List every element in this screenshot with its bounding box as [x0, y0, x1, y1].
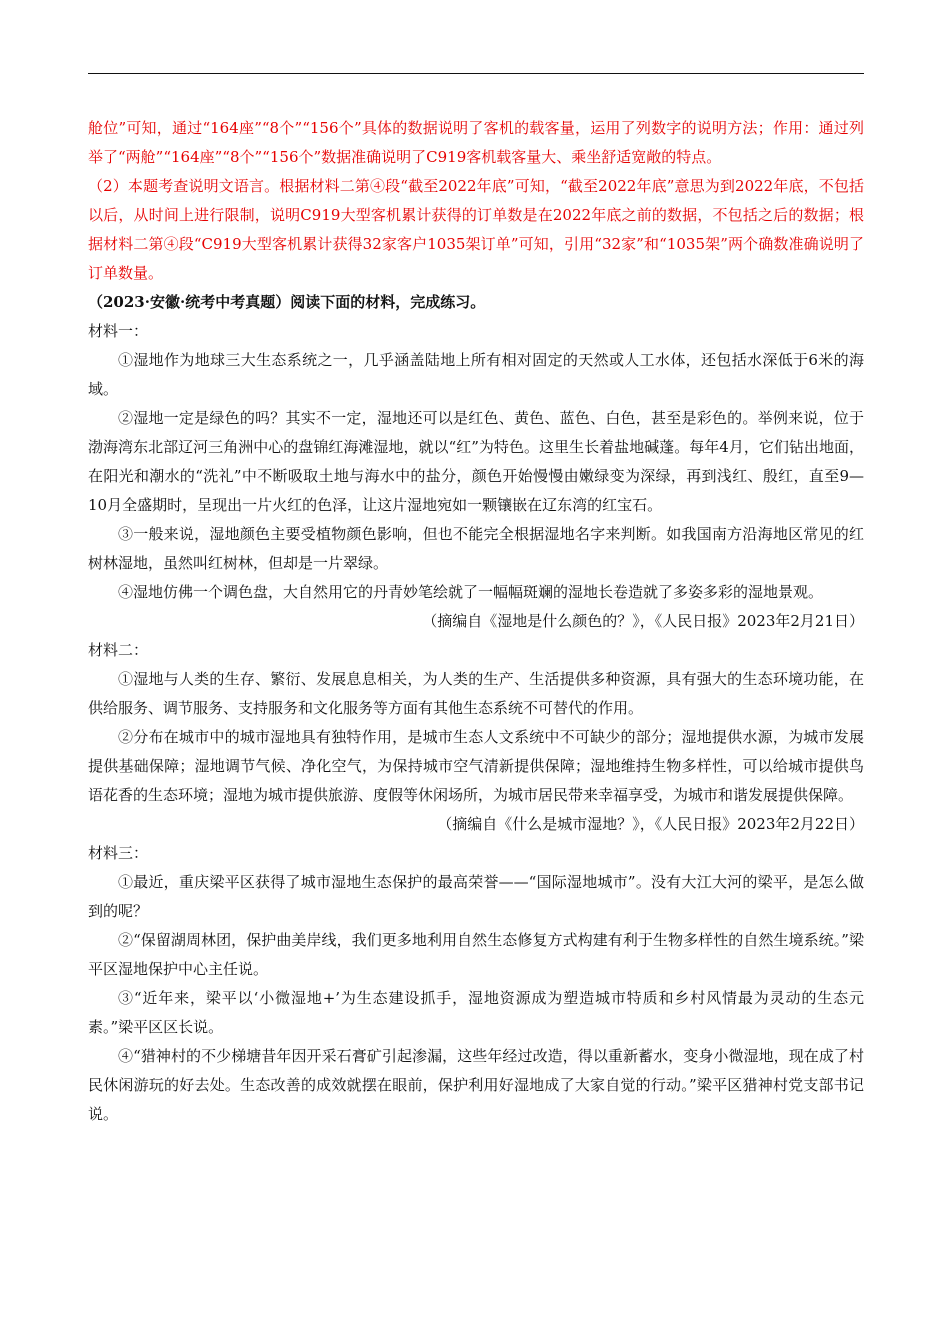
material1-paragraph: ①湿地作为地球三大生态系统之一，几乎涵盖陆地上所有相对固定的天然或人工水体，还包括水深低于6米的海域。 — [88, 351, 864, 398]
material3-label: 材料三： — [88, 844, 149, 862]
material1-paragraph: ③一般来说，湿地颜色主要受植物颜色影响，但也不能完全根据湿地名字来判断。如我国南方沿海地区常见的红树林湿地，虽然叫红树林，但却是一片翠绿。 — [88, 525, 864, 572]
answer-part2: （2）本题考查说明文语言。根据材料二第④段“截至2022年底”可知，“截至2022年底”意思为到2022年底，不包括以后，从时间上进行限制，说明C919大型客机累计获得的订单数是在2022年底之前的数据，不包括之后的数据；根据材料二第④段“C919大型客机累计获得32家客户1035架订单”可知，引用“32家”和“1035架”两个确数准确说明了订单数量。 — [88, 177, 864, 282]
answer-part1: 舱位”可知，通过“164座”“8个”“156个”具体的数据说明了客机的载客量，运用了列数字的说明方法；作用：通过列举了“两舱”“164座”“8个”“156个”数据准确说明了C919客机载客量大、乘坐舒适宽敞的特点。 — [88, 119, 864, 166]
material1-paragraph: ④湿地仿佛一个调色盘，大自然用它的丹青妙笔绘就了一幅幅斑斓的湿地长卷造就了多姿多彩的湿地景观。 — [118, 583, 824, 601]
material2-source: （摘编自《什么是城市湿地？》，《人民日报》2023年2月22日） — [437, 815, 864, 833]
material2-label: 材料二： — [88, 641, 149, 659]
material3-paragraph: ③“近年来，梁平以‘小微湿地+’为生态建设抓手，湿地资源成为塑造城市特质和乡村风情最为灵动的生态元素。”梁平区区长说。 — [88, 989, 864, 1036]
material3-paragraph: ②“保留湖周林团，保护曲美岸线，我们更多地利用自然生态修复方式构建有利于生物多样性的自然生境系统。”梁平区湿地保护中心主任说。 — [88, 931, 864, 978]
material1-source: （摘编自《湿地是什么颜色的？》，《人民日报》2023年2月21日） — [422, 612, 864, 630]
material1-label: 材料一： — [88, 322, 149, 340]
material3-paragraph: ①最近，重庆梁平区获得了城市湿地生态保护的最高荣誉——“国际湿地城市”。没有大江大河的梁平，是怎么做到的呢？ — [88, 873, 864, 920]
answer-section — [88, 114, 864, 288]
material2-paragraph: ①湿地与人类的生存、繁衍、发展息息相关，为人类的生产、生活提供多种资源，具有强大的生态环境功能，在供给服务、调节服务、支持服务和文化服务等方面有其他生态系统不可替代的作用。 — [88, 670, 864, 717]
header-rule — [88, 73, 864, 74]
document-body — [88, 114, 864, 1129]
question-title: （2023·安徽·统考中考真题）阅读下面的材料，完成练习。 — [88, 293, 486, 311]
material3-paragraph: ④“猎神村的不少梯塘昔年因开采石膏矿引起渗漏，这些年经过改造，得以重新蓄水，变身小微湿地，现在成了村民休闲游玩的好去处。生态改善的成效就摆在眼前，保护利用好湿地成了大家自觉的行动。”梁平区猎神村党支部书记说。 — [88, 1047, 864, 1123]
material2-paragraph: ②分布在城市中的城市湿地具有独特作用，是城市生态人文系统中不可缺少的部分；湿地提供水源，为城市发展提供基础保障；湿地调节气候、净化空气，为保持城市空气清新提供保障；湿地维持生物多样性，可以给城市提供鸟语花香的生态环境；湿地为城市提供旅游、度假等休闲场所，为城市居民带来幸福享受，为城市和谐发展提供保障。 — [88, 728, 864, 804]
material1-paragraph: ②湿地一定是绿色的吗？其实不一定，湿地还可以是红色、黄色、蓝色、白色，甚至是彩色的。举例来说，位于渤海湾东北部辽河三角洲中心的盘锦红海滩湿地，就以“红”为特色。这里生长着盐地碱蓬。每年4月，它们钻出地面，在阳光和潮水的“洗礼”中不断吸取土地与海水中的盐分，颜色开始慢慢由嫩绿变为深绿，再到浅红、殷红，直至9—10月全盛期时，呈现出一片火红的色泽，让这片湿地宛如一颗镶嵌在辽东湾的红宝石。 — [88, 409, 864, 514]
